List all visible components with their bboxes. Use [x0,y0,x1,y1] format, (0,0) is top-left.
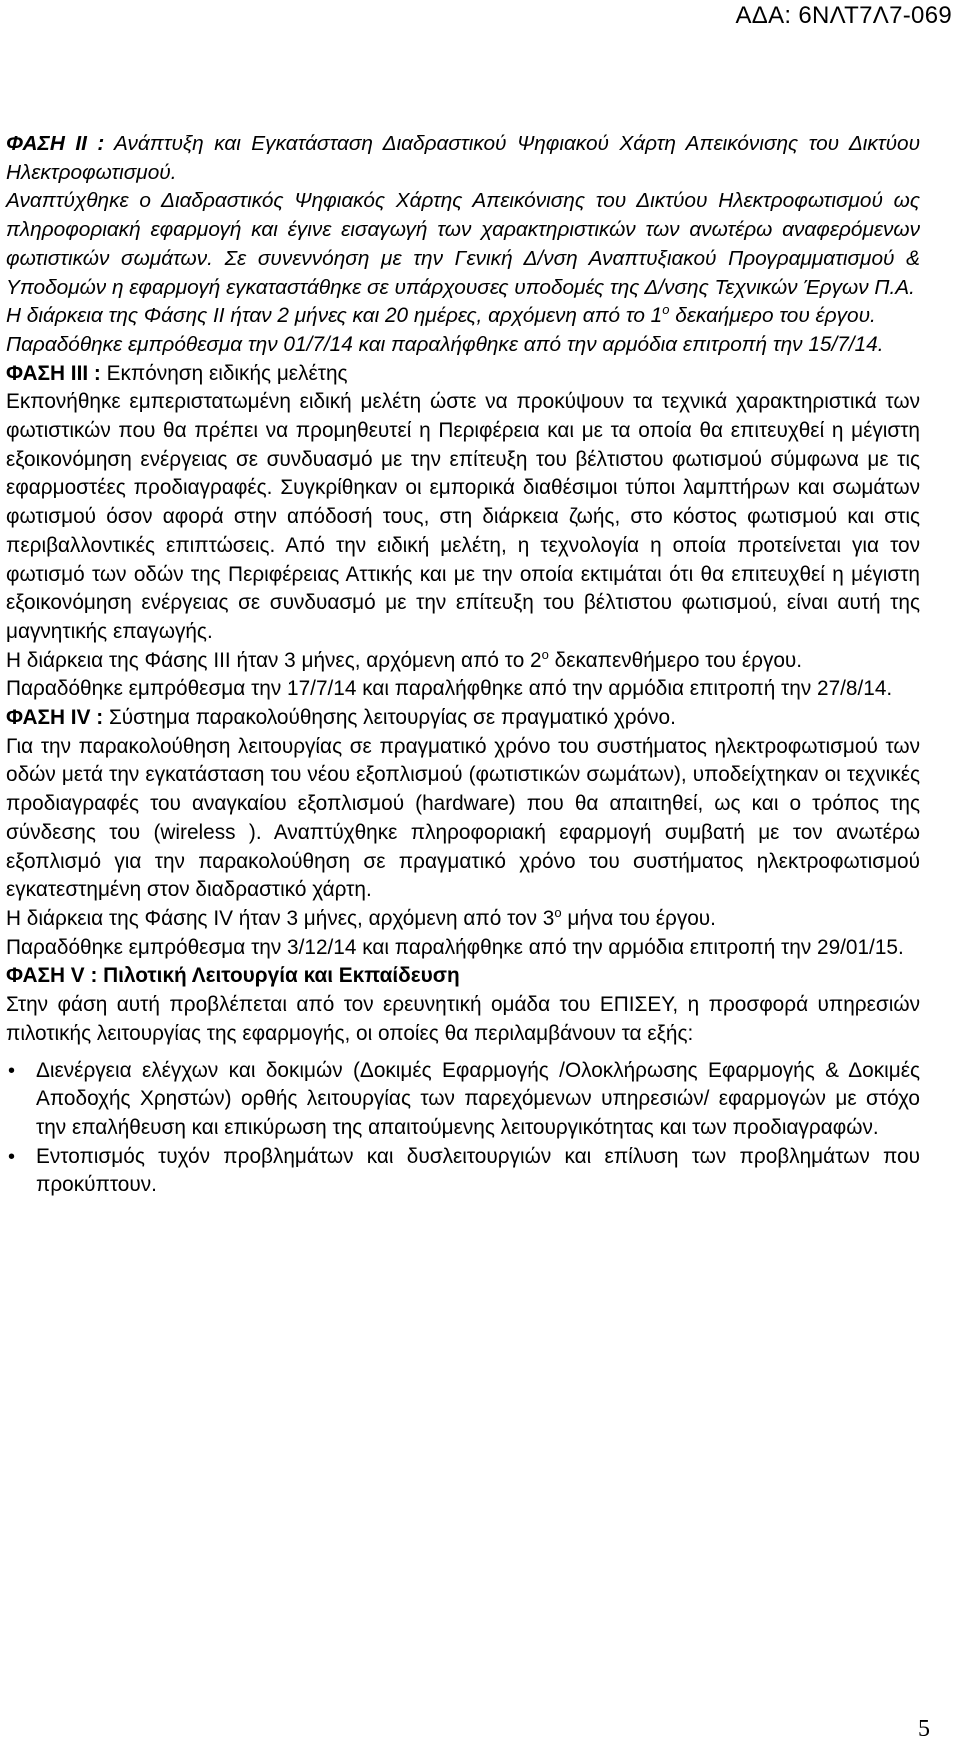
phase2-duration [6,302,920,331]
bullet-icon: • [8,1059,16,1082]
phase5-bullet-list [6,1057,920,1201]
phase3-duration-sup: ο [541,646,549,662]
phase4-duration-sup: ο [554,905,562,921]
phase4-duration [6,905,920,934]
phase2-duration-sup: ο [662,302,670,318]
phase2-description: Αναπτύχθηκε ο Διαδραστικός Ψηφιακός Χάρτης Απεικόνισης του Δικτύου Ηλεκτροφωτισμού ως πληροφοριακή εφαρμογή και έγινε εισαγωγή των χαρακτηριστικών των ανωτέρω αναφερόμενων φωτιστικών σωμάτων. Σε συνεννόηση με την Γενική Δ/νση Αναπτυξιακού Προγραμματισμού & Υποδομών η εφαρμογή εγκαταστάθηκε σε υπάρχουσες υποδομές της Δ/νσης Τεχνικών Έργων Π.Α. [6,189,920,299]
phase5-description: Στην φάση αυτή προβλέπεται από τον ερευνητική ομάδα του ΕΠΙΣΕΥ, η προσφορά υπηρεσιών πιλοτικής λειτουργίας της εφαρμογής, οι οποίες θα περιλαμβάνουν τα εξής: [6,993,920,1045]
bullet-icon: • [8,1145,16,1168]
phase2-heading [6,130,920,187]
phase3-duration-text: Η διάρκεια της Φάσης ΙΙΙ ήταν 3 μήνες, αρχόμενη από το 2 [6,648,542,672]
document-code: ΑΔΑ: 6ΝΛΤ7Λ7-069 [735,2,952,29]
phase3-delivery: Παραδόθηκε εμπρόθεσμα την 17/7/14 και παραλήφθηκε από την αρμόδια επιτροπή την 27/8/14. [6,677,893,701]
phase5-heading: ΦΑΣΗ V : Πιλοτική Λειτουργία και Εκπαίδευση [6,964,460,988]
phase4-heading-text: Σύστημα παρακολούθησης λειτουργίας σε πραγματικό χρόνο. [103,706,676,730]
page-number: 5 [918,1716,930,1742]
list-item [6,1143,920,1200]
phase4-heading [6,704,920,733]
phase3-description: Εκπονήθηκε εμπεριστατωμένη ειδική μελέτη ώστε να προκύψουν τα τεχνικά χαρακτηριστικά των φωτιστικών που θα πρέπει να προμηθευτεί η Περιφέρεια και με τα οποία θα επιτευχθεί η μέγιστη εξοικονόμηση ενέργειας σε συνδυασμό με την επίτευξη του βέλτιστου φωτισμού σύμφωνα με τις εφαρμοστέες προδιαγραφές. Συγκρίθηκαν οι εμπορικά διαθέσιμοι τύποι λαμπτήρων και σωμάτων φωτισμού όσον αφορά στην απόδοσή τους, στη διάρκεια ζωής, στο κόστος φωτισμού και στις περιβαλλοντικές επιπτώσεις. Από την ειδική μελέτη, η τεχνολογία η οποία προτείνεται για τον φωτισμό των οδών της Περιφέρειας Αττικής και με την οποία εκτιμάται ότι θα επιτευχθεί η μέγιστη εξοικονόμηση ενέργειας σε συνδυασμό με την επίτευξη του βέλτιστου φωτισμού, είναι αυτή της μαγνητικής επαγωγής. [6,390,920,643]
list-item-text: Διενέργεια ελέγχων και δοκιμών (Δοκιμές Εφαρμογής /Ολοκλήρωσης Εφαρμογής & Δοκιμές Αποδοχής Χρηστών) ορθής λειτουργίας των παρεχόμενων υπηρεσιών/ εφαρμογών με στόχο την επαλήθευση και επικύρωση της απαιτούμενης λειτουργικότητας και των προδιαγραφών. [36,1058,920,1139]
phase4-duration-end: μήνα του έργου. [561,906,716,930]
phase4-heading-label: ΦΑΣΗ ΙV : [6,706,104,730]
phase3-heading [6,360,920,389]
phase3-duration [6,647,920,676]
phase2-duration-text: Η διάρκεια της Φάσης ΙΙ ήταν 2 μήνες και 20 ημέρες, αρχόμενη από το 1 [6,304,663,328]
list-item-text: Εντοπισμός τυχόν προβλημάτων και δυσλειτουργιών και επίλυση των προβλημάτων που προκύπτουν. [36,1144,920,1197]
phase4-description: Για την παρακολούθηση λειτουργίας σε πραγματικό χρόνο του συστήματος ηλεκτροφωτισμού των οδών μετά την εγκατάσταση του νέου εξοπλισμού (φωτιστικών σωμάτων), υποδείχτηκαν οι τεχνικές προδιαγραφές του αναγκαίου εξοπλισμού (hardware) που θα απαιτηθεί, ως και ο τρόπος της σύνδεσης του (wireless ). Αναπτύχθηκε πληροφοριακή εφαρμογή συμβατή με τον ανωτέρω εξοπλισμό για την παρακολούθηση σε πραγματικό χρόνο του συστήματος ηλεκτροφωτισμού εγκατεστημένη στον διαδραστικό χάρτη. [6,734,920,902]
phase2-duration-end: δεκαήμερο του έργου. [669,304,876,328]
list-item [6,1057,920,1143]
phase3-heading-text: Εκπόνηση ειδικής μελέτης [100,361,348,385]
phase3-duration-end: δεκαπενθήμερο του έργου. [548,648,803,672]
document-body [6,130,920,1200]
phase4-delivery: Παραδόθηκε εμπρόθεσμα την 3/12/14 και παραλήφθηκε από την αρμόδια επιτροπή την 29/01/15. [6,935,904,959]
phase2-delivery: Παραδόθηκε εμπρόθεσμα την 01/7/14 και παραλήφθηκε από την αρμόδια επιτροπή την 15/7/14. [6,332,884,356]
phase2-heading-text: Ανάπτυξη και Εγκατάσταση Διαδραστικού Ψηφιακού Χάρτη Απεικόνισης του Δικτύου Ηλεκτροφωτισμού. [6,132,921,184]
phase4-duration-text: Η διάρκεια της Φάσης ΙV ήταν 3 μήνες, αρχόμενη από τον 3 [6,906,555,930]
phase2-heading-label: ΦΑΣΗ ΙΙ : [6,132,105,155]
phase3-heading-label: ΦΑΣΗ ΙΙΙ : [6,361,101,385]
